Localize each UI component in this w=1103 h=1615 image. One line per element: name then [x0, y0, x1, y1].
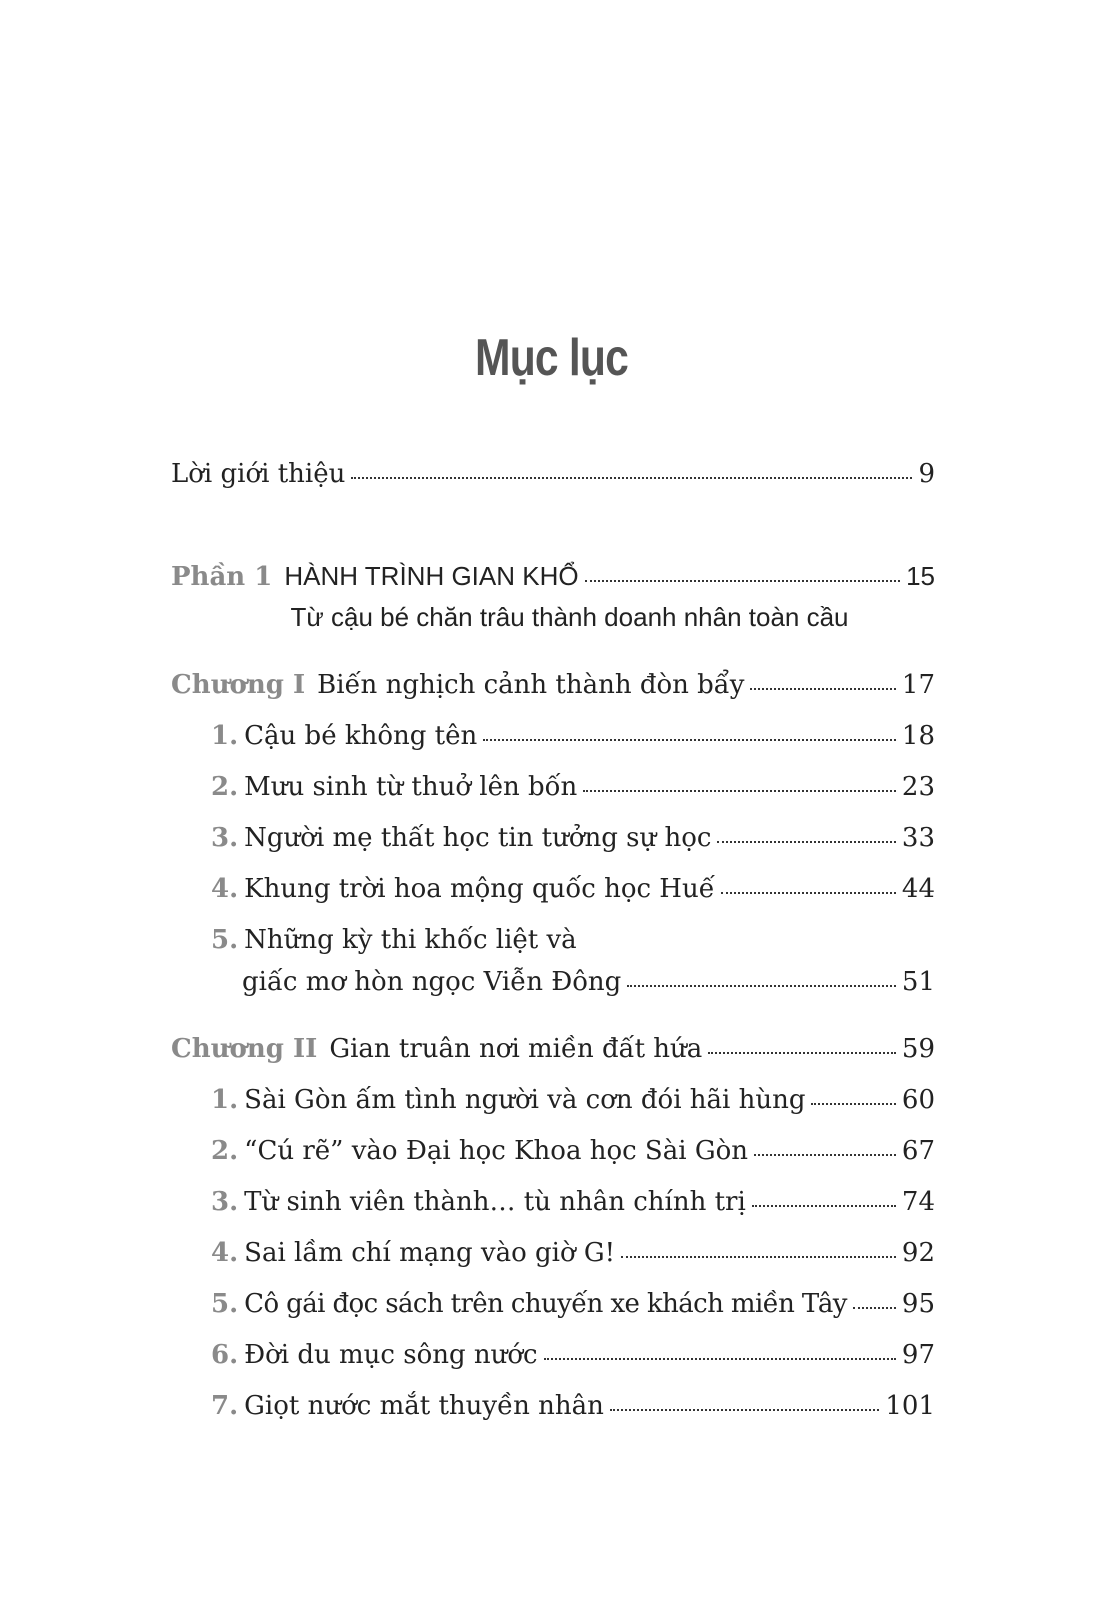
dot-leader — [752, 1205, 896, 1207]
dot-leader — [750, 688, 895, 690]
entry-page: 67 — [901, 1136, 935, 1166]
toc-entry-1-4[interactable] — [211, 872, 935, 906]
toc-entry-part-1[interactable] — [171, 559, 935, 594]
item-number: 5. — [211, 1289, 239, 1319]
item-title: Sai lầm chí mạng vào giờ G! — [244, 1238, 616, 1268]
item-number: 5. — [211, 925, 239, 955]
dot-leader — [585, 580, 901, 582]
dot-leader — [811, 1103, 895, 1105]
entry-page: 60 — [901, 1085, 935, 1115]
entry-page: 17 — [901, 670, 935, 700]
dot-leader — [583, 790, 896, 792]
dot-leader — [721, 892, 896, 894]
part-subtitle: Từ cậu bé chăn trâu thành doanh nhân toàn cầu — [290, 602, 849, 632]
entry-page: 18 — [901, 721, 935, 751]
item-number: 3. — [211, 1187, 239, 1217]
item-title: Cậu bé không tên — [244, 721, 478, 751]
entry-page: 95 — [901, 1289, 935, 1319]
chapter-keyword: Chương II — [171, 1034, 318, 1064]
toc-entry-2-7[interactable] — [211, 1389, 935, 1423]
item-title: Sài Gòn ấm tình người và cơn đói hãi hùng — [244, 1085, 806, 1115]
dot-leader — [544, 1358, 896, 1360]
toc-entry-1-3[interactable] — [211, 821, 935, 855]
dot-leader — [717, 841, 895, 843]
toc-entry-1-1[interactable] — [211, 719, 935, 753]
toc-entry-chapter-2[interactable] — [171, 1032, 935, 1066]
item-title: Từ sinh viên thành… tù nhân chính trị — [244, 1187, 746, 1217]
item-number: 2. — [211, 772, 239, 802]
entry-page: 59 — [901, 1034, 935, 1064]
item-number: 7. — [211, 1391, 239, 1421]
entry-page: 23 — [901, 772, 935, 802]
toc-entry-2-2[interactable] — [211, 1134, 935, 1168]
item-title: Mưu sinh từ thuở lên bốn — [244, 772, 578, 802]
item-number: 1. — [211, 1085, 239, 1115]
toc-entry-intro[interactable] — [171, 457, 935, 491]
entry-label: Lời giới thiệu — [171, 459, 346, 489]
item-title: “Cú rẽ” vào Đại học Khoa học Sài Gòn — [244, 1136, 748, 1166]
item-title: Giọt nước mắt thuyền nhân — [244, 1391, 604, 1421]
toc-entry-1-5-line1[interactable] — [211, 923, 577, 957]
toc-entry-1-5-line2[interactable] — [242, 965, 935, 999]
chapter-title: Biến nghịch cảnh thành đòn bẩy — [317, 670, 745, 700]
toc-entry-2-5[interactable] — [211, 1287, 935, 1321]
chapter-keyword: Chương I — [171, 670, 306, 700]
dot-leader — [708, 1052, 896, 1054]
entry-page: 92 — [901, 1238, 935, 1268]
item-number: 4. — [211, 1238, 239, 1268]
item-number: 4. — [211, 874, 239, 904]
chapter-title: Gian truân nơi miền đất hứa — [329, 1034, 703, 1064]
dot-leader — [621, 1256, 896, 1258]
dot-leader — [754, 1154, 896, 1156]
dot-leader — [351, 477, 912, 479]
entry-page: 101 — [885, 1391, 935, 1421]
entry-page: 44 — [901, 874, 935, 904]
toc-entry-chapter-1[interactable] — [171, 668, 935, 702]
toc-entry-2-4[interactable] — [211, 1236, 935, 1270]
toc-entry-2-1[interactable] — [211, 1083, 935, 1117]
part-title: HÀNH TRÌNH GIAN KHỔ — [284, 561, 579, 591]
dot-leader — [853, 1307, 896, 1309]
item-number: 3. — [211, 823, 239, 853]
item-number: 1. — [211, 721, 239, 751]
item-number: 6. — [211, 1340, 239, 1370]
toc-entry-2-3[interactable] — [211, 1185, 935, 1219]
item-title-continued: giấc mơ hòn ngọc Viễn Đông — [242, 967, 622, 997]
entry-page: 15 — [906, 561, 935, 591]
dot-leader — [610, 1409, 880, 1411]
entry-page: 74 — [901, 1187, 935, 1217]
dot-leader — [627, 985, 896, 987]
item-title: Người mẹ thất học tin tưởng sự học — [244, 823, 712, 853]
toc-entry-2-6[interactable] — [211, 1338, 935, 1372]
entry-page: 33 — [901, 823, 935, 853]
item-title: Những kỳ thi khốc liệt và — [244, 925, 577, 955]
item-title: Khung trời hoa mộng quốc học Huế — [244, 874, 715, 904]
entry-page: 97 — [901, 1340, 935, 1370]
dot-leader — [483, 739, 896, 741]
item-number: 2. — [211, 1136, 239, 1166]
page-title: Mục lục — [474, 329, 628, 387]
toc-entry-1-2[interactable] — [211, 770, 935, 804]
part-keyword: Phần 1 — [171, 562, 273, 592]
item-title: Đời du mục sông nước — [244, 1340, 538, 1370]
entry-page: 9 — [918, 459, 935, 489]
item-title: Cô gái đọc sách trên chuyến xe khách miền Tây — [244, 1289, 847, 1319]
entry-page: 51 — [901, 967, 935, 997]
